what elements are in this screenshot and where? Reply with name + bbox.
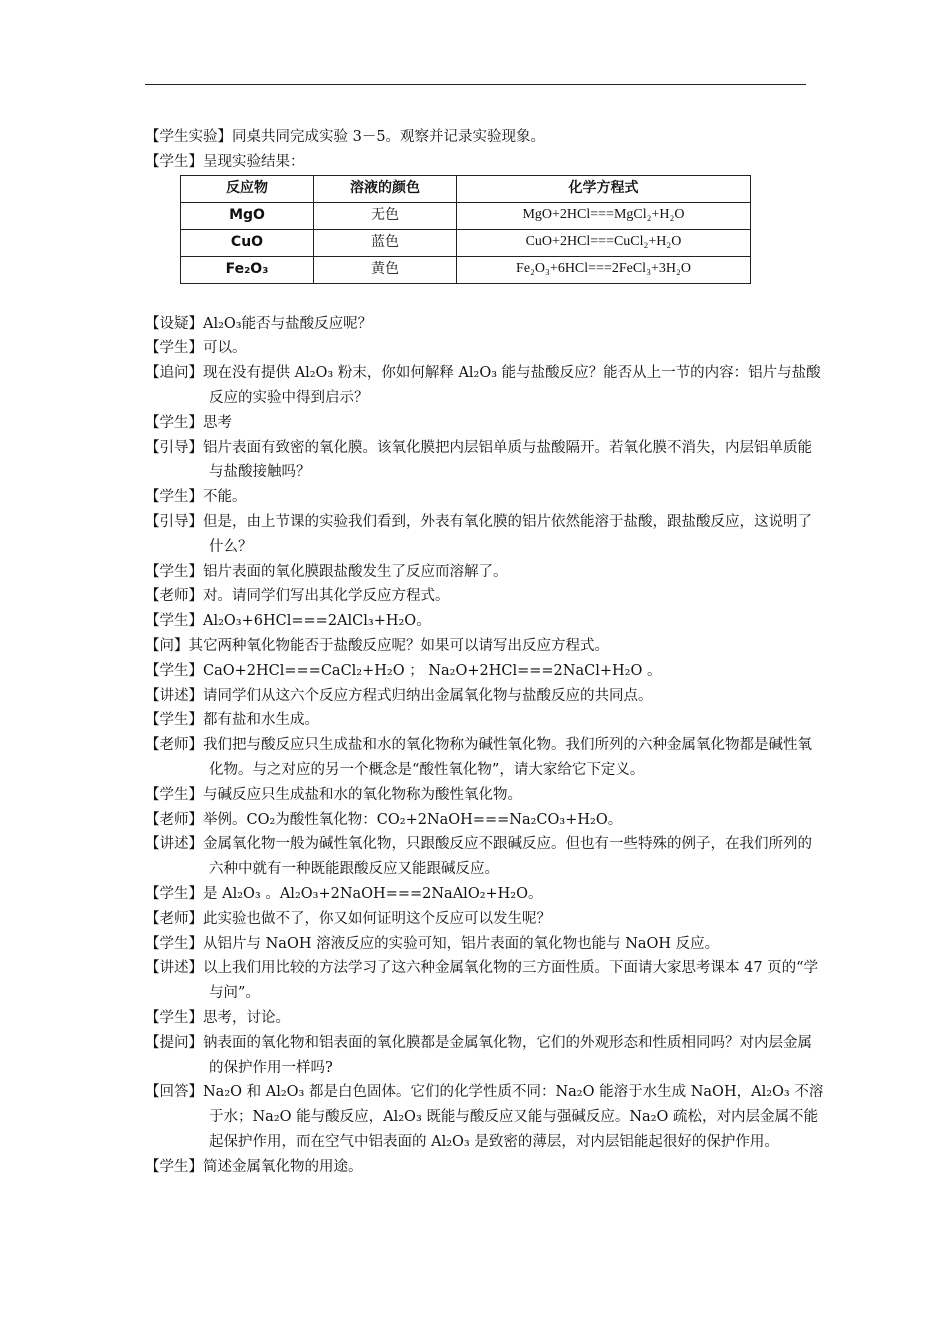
dialogue-paragraph: 【问】其它两种氧化物能否于盐酸反应呢？如果可以请写出反应方程式。 [145, 637, 609, 654]
dialogue-paragraph: 【学生】CaO+2HCl===CaCl₂+H₂O ； Na₂O+2HCl===2NaCl+H₂O 。 [145, 662, 662, 679]
table-cell: CuO [181, 229, 314, 256]
dialogue-list [145, 312, 825, 1180]
dialogue-paragraph: 【学生】不能。 [145, 489, 247, 506]
table-header-cell: 溶液的颜色 [314, 175, 457, 202]
dialogue-paragraph: 【学生】是 Al₂O₃ 。Al₂O₃+2NaOH===2NaAlO₂+H₂O。 [145, 885, 543, 902]
intro-line: 【学生实验】同桌共同完成实验 3－5。观察并记录实验现象。 [145, 129, 546, 145]
table-cell: 黄色 [314, 256, 457, 283]
dialogue-paragraph: 【老师】举例。CO₂为酸性氧化物：CO₂+2NaOH===Na₂CO₃+H₂O。 [145, 811, 623, 828]
dialogue-paragraph: 【讲述】金属氧化物一般为碱性氧化物，只跟酸反应不跟碱反应。但也有一些特殊的例子，在我们所列的六种中就有一种既能跟酸反应又能跟碱反应。 [145, 836, 812, 878]
dialogue-paragraph: 【学生】从铝片与 NaOH 溶液反应的实验可知，铝片表面的氧化物也能与 NaOH 反应。 [145, 935, 720, 952]
dialogue-paragraph: 【学生】可以。 [145, 340, 247, 357]
table-cell: MgO [181, 202, 314, 229]
dialogue-paragraph: 【老师】对。请同学们写出其化学反应方程式。 [145, 588, 450, 605]
dialogue-paragraph: 【引导】铝片表面有致密的氧化膜。该氧化膜把内层铝单质与盐酸隔开。若氧化膜不消失，内层铝单质能与盐酸接触吗？ [145, 439, 812, 481]
intro-line: 【学生】呈现实验结果： [145, 153, 305, 170]
table-cell: 无色 [314, 202, 457, 229]
table-row [181, 202, 751, 229]
dialogue-paragraph: 【设疑】Al₂O₃能否与盐酸反应呢？ [145, 315, 373, 332]
table-header-cell: 化学方程式 [457, 175, 751, 202]
table-cell: CuO+2HCl===CuCl₂+H₂O [457, 229, 751, 256]
table-row [181, 229, 751, 256]
table-cell: 蓝色 [314, 229, 457, 256]
table-header-row [181, 175, 751, 202]
dialogue-paragraph: 【学生】简述金属氧化物的用途。 [145, 1158, 363, 1175]
table-cell: MgO+2HCl===MgCl₂+H₂O [457, 202, 751, 229]
dialogue-paragraph: 【回答】Na₂O 和 Al₂O₃ 都是白色固体。它们的化学性质不同：Na₂O 能溶于水生成 NaOH，Al₂O₃ 不溶于水；Na₂O 能与酸反应，Al₂O₃ 既能与酸反应又能与强碱反应。Na₂O 疏松，对内层金属不能起保护作用，而在空气中铝表面的 Al₂O₃ 是致密的薄层，对内层铝能起很好的保护作用。 [145, 1084, 824, 1150]
results-table [180, 175, 751, 284]
document-body [145, 125, 825, 1179]
dialogue-paragraph: 【讲述】以上我们用比较的方法学习了这六种金属氧化物的三方面性质。下面请大家思考课本 47 页的“学与问”。 [145, 960, 819, 1002]
dialogue-paragraph: 【学生】与碱反应只生成盐和水的氧化物称为酸性氧化物。 [145, 786, 522, 803]
dialogue-paragraph: 【学生】铝片表面的氧化膜跟盐酸发生了反应而溶解了。 [145, 563, 508, 580]
dialogue-paragraph: 【讲述】请同学们从这六个反应方程式归纳出金属氧化物与盐酸反应的共同点。 [145, 687, 653, 704]
dialogue-paragraph: 【追问】现在没有提供 Al₂O₃ 粉末，你如何解释 Al₂O₃ 能与盐酸反应？能否从上一节的内容：铝片与盐酸反应的实验中得到启示？ [145, 365, 821, 406]
table-header-cell: 反应物 [181, 175, 314, 202]
table-cell: Fe₂O₃ [181, 256, 314, 283]
header-rule [145, 84, 806, 85]
dialogue-paragraph: 【学生】都有盐和水生成。 [145, 712, 319, 729]
dialogue-paragraph: 【学生】思考，讨论。 [145, 1009, 290, 1026]
dialogue-paragraph: 【老师】此实验也做不了，你又如何证明这个反应可以发生呢？ [145, 910, 551, 927]
table-cell: Fe₂O₃+6HCl===2FeCl₃+3H₂O [457, 256, 751, 283]
dialogue-paragraph: 【提问】钠表面的氧化物和铝表面的氧化膜都是金属氧化物，它们的外观形态和性质相同吗？对内层金属的保护作用一样吗? [145, 1034, 812, 1076]
dialogue-paragraph: 【学生】思考 [145, 414, 232, 431]
dialogue-paragraph: 【引导】但是，由上节课的实验我们看到，外表有氧化膜的铝片依然能溶于盐酸，跟盐酸反应，这说明了什么？ [145, 513, 812, 555]
spacer [145, 284, 825, 312]
dialogue-paragraph: 【老师】我们把与酸反应只生成盐和水的氧化物称为碱性氧化物。我们所列的六种金属氧化物都是碱性氧化物。与之对应的另一个概念是“酸性氧化物”，请大家给它下定义。 [145, 737, 812, 778]
table-row [181, 256, 751, 283]
dialogue-paragraph: 【学生】Al₂O₃+6HCl===2AlCl₃+H₂O。 [145, 613, 431, 630]
